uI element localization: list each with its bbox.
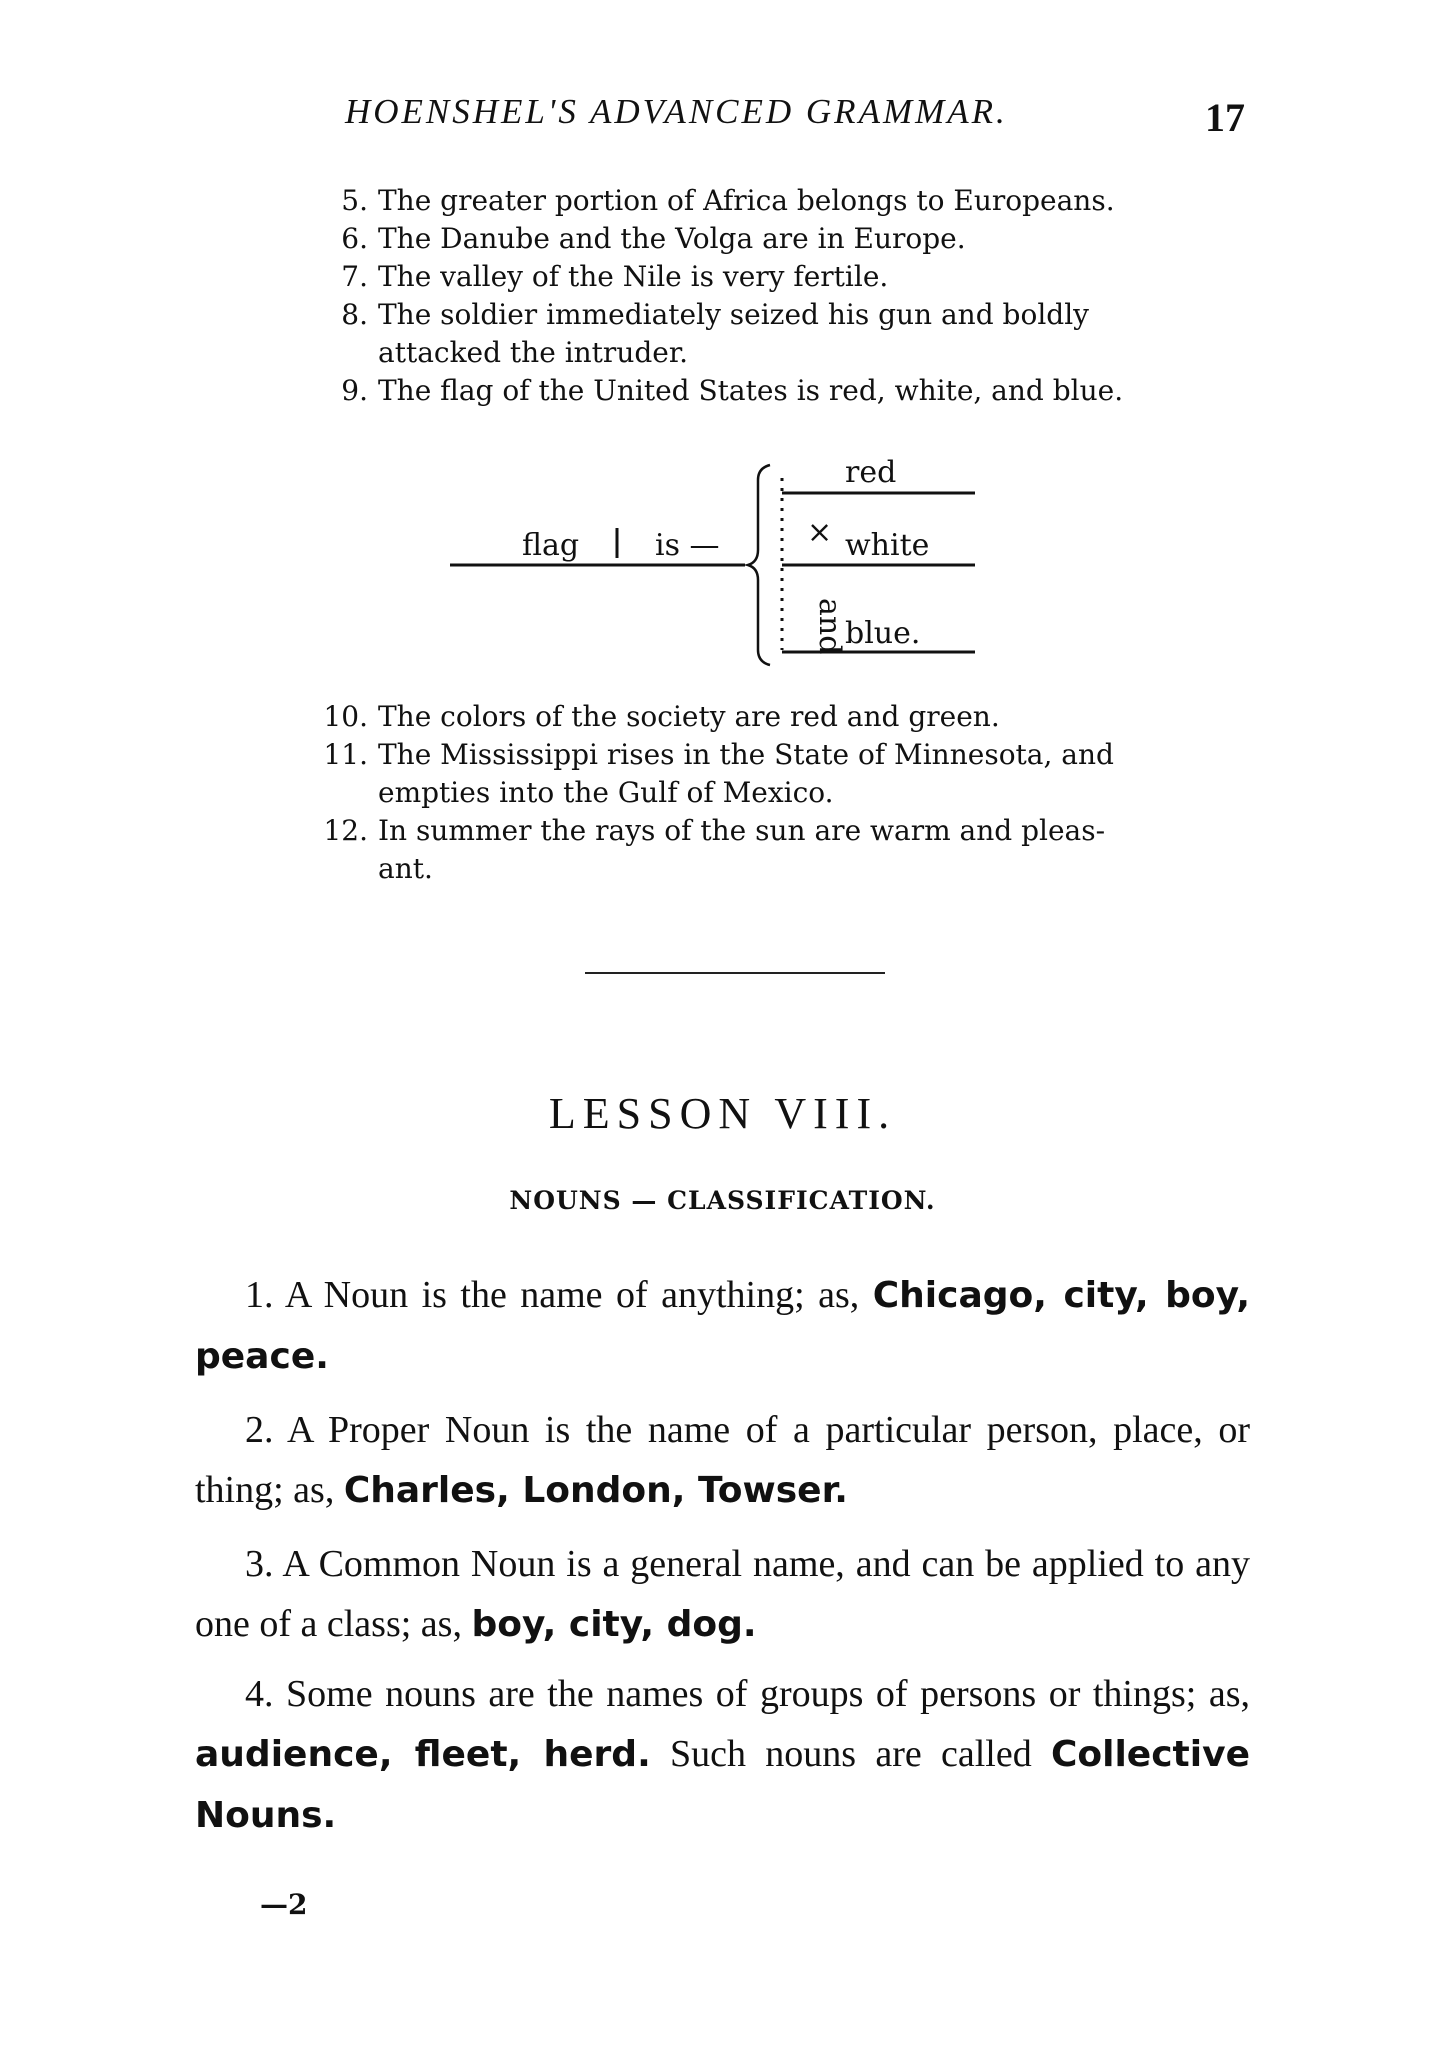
- exercise-item: [320, 812, 1250, 888]
- definition-paragraph: [195, 1664, 1250, 1846]
- exercise-line: In summer the rays of the sun are warm and pleas-: [378, 814, 1106, 847]
- exercise-line: attacked the intruder.: [378, 336, 689, 369]
- exercise-list-a: [320, 182, 1250, 410]
- diagram-connector-mark: ×: [807, 515, 833, 550]
- definition-examples: Chicago, city, boy, peace.: [195, 1275, 1251, 1377]
- exercise-line: The Danube and the Volga are in Europe.: [378, 222, 966, 255]
- definition-text: Some nouns are the names of groups of persons or things; as,: [286, 1673, 1250, 1715]
- definition-number: 2.: [245, 1409, 274, 1451]
- exercise-item: [320, 296, 1250, 372]
- definition-number: 4.: [245, 1673, 274, 1715]
- diagram-attribute: red: [845, 455, 897, 490]
- exercise-number: 8.: [341, 298, 368, 331]
- signature-mark: —2: [260, 1888, 308, 1921]
- diagram-conjunction: and: [812, 598, 847, 655]
- exercise-number: 7.: [341, 260, 368, 293]
- definition-text: Such nouns are called: [670, 1733, 1032, 1775]
- exercise-line: The Mississippi rises in the State of Minnesota, and: [378, 738, 1114, 771]
- definition-term: Collective Nouns.: [195, 1734, 1250, 1836]
- definition-number: 1.: [245, 1274, 274, 1316]
- definition-text: A Common Noun is a general name, and can be applied to any one of a class; as,: [195, 1543, 1250, 1645]
- exercise-line: The greater portion of Africa belongs to Europeans.: [378, 184, 1115, 217]
- exercise-item: [320, 182, 1250, 220]
- exercise-list-b: [320, 698, 1250, 888]
- exercise-number: 11.: [323, 738, 368, 771]
- exercise-line: The valley of the Nile is very fertile.: [378, 260, 889, 293]
- exercise-line: The flag of the United States is red, white, and blue.: [378, 374, 1124, 407]
- diagram-brace: [748, 465, 770, 665]
- diagram-verb: is —: [655, 528, 720, 563]
- exercise-number: 10.: [323, 700, 368, 733]
- exercise-number: 6.: [341, 222, 368, 255]
- exercise-item: [320, 220, 1250, 258]
- running-title: HOENSHEL'S ADVANCED GRAMMAR.: [345, 92, 1008, 131]
- exercise-number: 12.: [323, 814, 368, 847]
- definition-text: A Noun is the name of anything; as,: [284, 1274, 860, 1316]
- exercise-line: ant.: [378, 852, 433, 885]
- definition-paragraph: [195, 1400, 1250, 1521]
- exercise-line: empties into the Gulf of Mexico.: [378, 776, 834, 809]
- definition-paragraph: [195, 1265, 1250, 1387]
- exercise-number: 5.: [341, 184, 368, 217]
- exercise-item: [320, 736, 1250, 812]
- diagram-attribute: white: [845, 528, 930, 563]
- definition-text: A Proper Noun is the name of a particular person, place, or thing; as,: [195, 1409, 1250, 1511]
- definition-examples: audience, fleet, herd.: [195, 1734, 651, 1775]
- section-title: NOUNS — CLASSIFICATION.: [509, 1186, 936, 1215]
- running-head: [345, 92, 1245, 142]
- definition-examples: boy, city, dog.: [471, 1604, 757, 1645]
- exercise-item: [320, 372, 1250, 410]
- diagram-attribute: blue.: [845, 616, 921, 651]
- section-divider: [585, 972, 885, 974]
- exercise-number: 9.: [341, 374, 368, 407]
- definition-examples: Charles, London, Towser.: [343, 1470, 848, 1511]
- exercise-item: [320, 258, 1250, 296]
- exercise-line: The colors of the society are red and green.: [378, 700, 1000, 733]
- lesson-title: LESSON VIII.: [548, 1089, 897, 1138]
- diagram-subject: flag: [522, 528, 580, 563]
- exercise-item: [320, 698, 1250, 736]
- definition-paragraph: [195, 1534, 1250, 1655]
- exercise-line: The soldier immediately seized his gun and boldly: [378, 298, 1089, 331]
- definition-number: 3.: [245, 1543, 274, 1585]
- page-number: 17: [1205, 95, 1245, 140]
